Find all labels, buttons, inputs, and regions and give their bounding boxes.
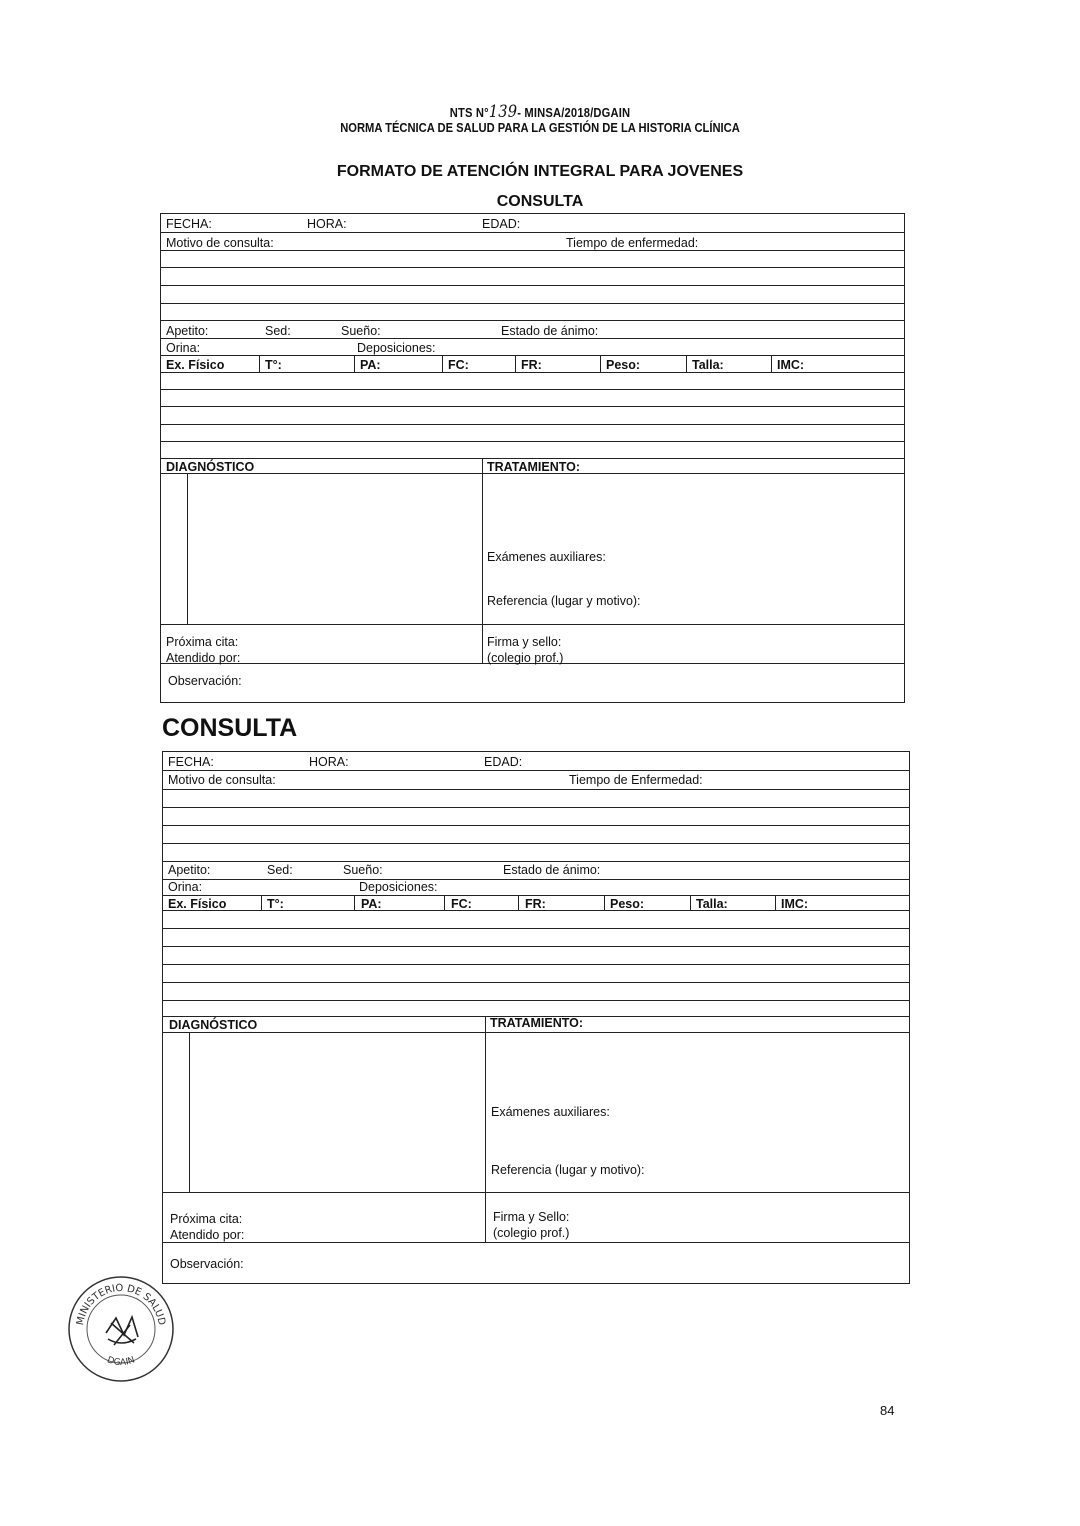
apetito-label: Apetito: (166, 324, 209, 338)
form-2-heading: CONSULTA (162, 714, 298, 742)
document-code (76, 102, 1005, 122)
peso-label: Peso: (610, 897, 645, 911)
observacion-label: Observación: (168, 674, 242, 688)
diagnostico-label: DIAGNÓSTICO (169, 1018, 258, 1032)
nts-prefix: NTS N° (449, 105, 489, 120)
atendido-por-label: Atendido por: (170, 1228, 245, 1242)
colegio-label: (colegio prof.) (493, 1226, 570, 1240)
sueno-label: Sueño: (341, 324, 381, 338)
proxima-cita-label: Próxima cita: (170, 1212, 243, 1226)
norma-title: NORMA TÉCNICA DE SALUD PARA LA GESTIÓN DE LA HISTORIA CLÍNICA (340, 120, 740, 135)
edad-label: EDAD: (484, 755, 523, 769)
consulta-form-2 (162, 751, 910, 1284)
peso-label: Peso: (606, 358, 641, 372)
talla-label: Talla: (696, 897, 728, 911)
fc-label: FC: (451, 897, 472, 911)
examenes-label: Exámenes auxiliares: (491, 1105, 610, 1119)
diagnostico-label: DIAGNÓSTICO (166, 460, 255, 474)
deposiciones-label: Deposiciones: (357, 341, 436, 355)
tratamiento-label: TRATAMIENTO: (487, 460, 581, 474)
observacion-label: Observación: (170, 1257, 244, 1271)
hora-label: HORA: (307, 217, 347, 231)
motivo-label: Motivo de consulta: (168, 773, 276, 787)
temp-label: T°: (265, 358, 282, 372)
apetito-label: Apetito: (168, 863, 211, 877)
nts-number: 139 (488, 102, 518, 122)
motivo-label: Motivo de consulta: (166, 236, 274, 250)
fecha-label: FECHA: (168, 755, 214, 769)
imc-label: IMC: (781, 897, 809, 911)
firma-label: Firma y Sello: (493, 1210, 570, 1224)
orina-label: Orina: (168, 880, 203, 894)
seal-top-text: MINISTERIO DE SALUD (75, 1282, 167, 1327)
exfisico-label: Ex. Físico (168, 897, 227, 911)
document-title: FORMATO DE ATENCIÓN INTEGRAL PARA JOVENES (336, 163, 744, 180)
proxima-cita-label: Próxima cita: (166, 635, 239, 649)
atendido-por-label: Atendido por: (166, 651, 241, 665)
imc-label: IMC: (777, 358, 805, 372)
estado-label: Estado de ánimo: (503, 863, 601, 877)
form-1-heading: CONSULTA (496, 193, 584, 210)
tiempo-label: Tiempo de enfermedad: (566, 236, 699, 250)
sueno-label: Sueño: (343, 863, 383, 877)
sed-label: Sed: (267, 863, 293, 877)
pa-label: PA: (360, 358, 381, 372)
consulta-form-1 (160, 213, 905, 703)
seal-bottom-text: DGAIN (105, 1355, 137, 1369)
hora-label: HORA: (309, 755, 349, 769)
colegio-label: (colegio prof.) (487, 651, 564, 665)
firma-label: Firma y sello: (487, 635, 562, 649)
edad-label: EDAD: (482, 217, 521, 231)
talla-label: Talla: (692, 358, 724, 372)
tiempo-label: Tiempo de Enfermedad: (569, 773, 703, 787)
orina-label: Orina: (166, 341, 201, 355)
ministry-seal (66, 1273, 176, 1385)
fecha-label: FECHA: (166, 217, 212, 231)
tratamiento-label: TRATAMIENTO: (490, 1016, 584, 1030)
examenes-label: Exámenes auxiliares: (487, 550, 606, 564)
temp-label: T°: (267, 897, 284, 911)
nts-suffix: - MINSA/2018/DGAIN (517, 105, 631, 120)
fr-label: FR: (521, 358, 542, 372)
page-number: 84 (880, 1403, 895, 1418)
fr-label: FR: (525, 897, 546, 911)
sed-label: Sed: (265, 324, 291, 338)
deposiciones-label: Deposiciones: (359, 880, 438, 894)
fc-label: FC: (448, 358, 469, 372)
referencia-label: Referencia (lugar y motivo): (487, 594, 641, 608)
pa-label: PA: (361, 897, 382, 911)
seal-emblem-icon (106, 1317, 138, 1345)
exfisico-label: Ex. Físico (166, 358, 225, 372)
estado-label: Estado de ánimo: (501, 324, 599, 338)
referencia-label: Referencia (lugar y motivo): (491, 1163, 645, 1177)
